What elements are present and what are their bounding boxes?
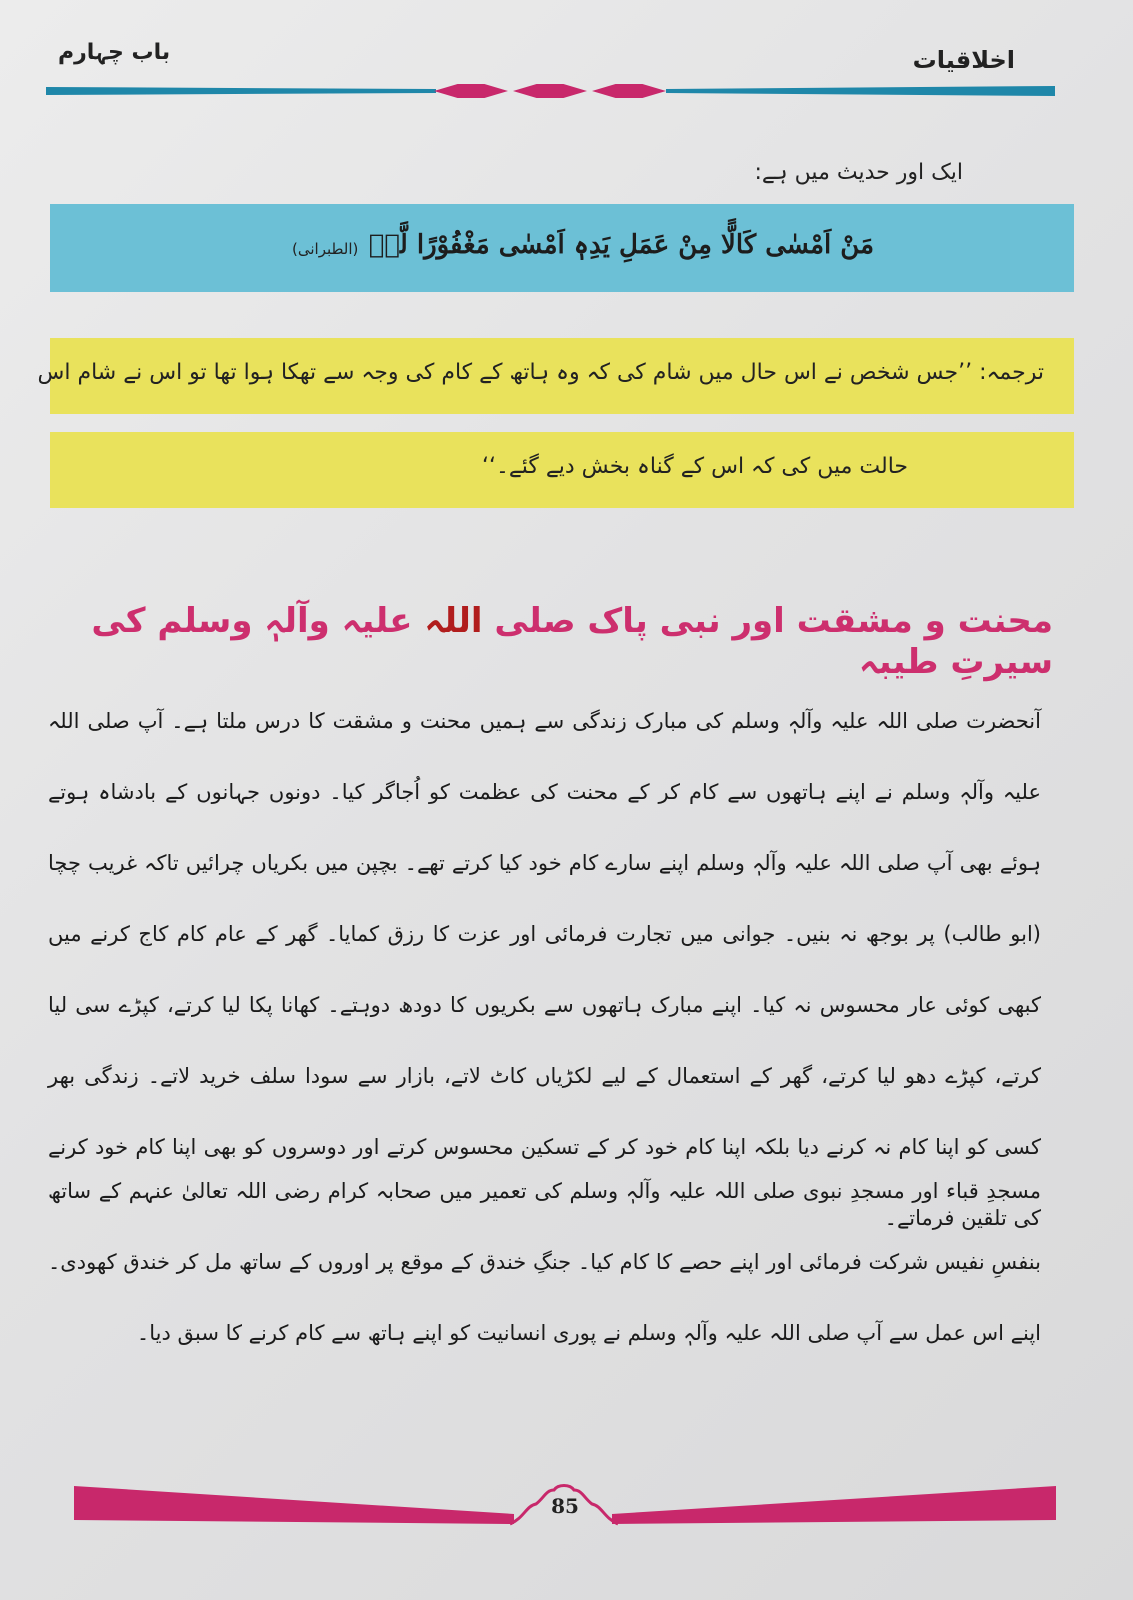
translation-strip-2 <box>50 432 1074 508</box>
footer-ornament <box>74 1458 1056 1528</box>
translation-strip-1 <box>37 338 1074 414</box>
chapter-label: باب چہارم <box>58 40 171 65</box>
hadith-arabic: مَنْ اَمْسٰی کَالًّا مِنْ عَمَلِ یَدِہٖ اَمْسٰی مَغْفُوْرًا لَّہٗ <box>368 230 874 260</box>
heading-part-1: محنت و مشقت اور نبی پاک صلی <box>482 601 1053 641</box>
paragraph-2: مسجدِ قباء اور مسجدِ نبوی صلی اللہ علیہ وآلہٖ وسلم کی تعمیر میں صحابہ کرام رضی اللہ تعالیٰ عنہم کے ساتھ بنفسِ نفیس شرکت فرمائی اور اپنے حصے کا کام کیا۔ جنگِ خندق کے موقع پر اوروں کے ساتھ مل کر خندق کھودی۔ اپنے اس عمل سے آپ صلی اللہ علیہ وآلہٖ وسلم نے پوری انسانیت کو اپنے ہاتھ سے کام کرنے کا سبق دیا۔ <box>48 1179 1041 1345</box>
hadith-box <box>50 204 1074 292</box>
ornament-diamond-3 <box>592 84 666 98</box>
intro-text: ایک اور حدیث میں ہے: <box>754 160 963 185</box>
ornament-diamond-2 <box>513 84 587 98</box>
ornament-diamond-1 <box>434 84 508 98</box>
heading-part-2: علیہ وآلہٖ وسلم کی سیرتِ طیبہ <box>91 601 1053 682</box>
translation-line-2: حالت میں کی کہ اس کے گناہ بخش دیے گئے۔‘‘ <box>482 454 908 479</box>
subject-label: اخلاقیات <box>912 46 1015 74</box>
header-ornament-band <box>46 84 1055 98</box>
section-heading <box>0 600 1053 682</box>
page-number: 85 <box>551 1494 579 1518</box>
paragraph-1: آنحضرت صلی اللہ علیہ وآلہٖ وسلم کی مبارک زندگی سے ہمیں محنت و مشقت کا درس ملتا ہے۔ آپ صلی اللہ علیہ وآلہٖ وسلم نے اپنے ہاتھوں سے کام کر کے محنت کی عظمت کو اُجاگر کیا۔ دونوں جہانوں کے بادشاہ ہوتے ہوئے بھی آپ صلی اللہ علیہ وآلہٖ وسلم اپنے سارے کام خود کیا کرتے تھے۔ بچپن میں بکریاں چرائیں تاکہ غریب چچا (ابو طالب) پر بوجھ نہ بنیں۔ جوانی میں تجارت فرمائی اور عزت کا رزق کمایا۔ گھر کے عام کام کاج کرنے میں کبھی کوئی عار محسوس نہ کیا۔ اپنے مبارک ہاتھوں سے بکریوں کا دودھ دوہتے۔ کھانا پکا لیا کرتے، کپڑے سی لیا کرتے، کپڑے دھو لیا کرتے، گھر کے استعمال کے لیے لکڑیاں کاٹ لاتے، بازار سے سودا سلف خرید لاتے۔ زندگی بھر کسی کو اپنا کام نہ کرنے دیا بلکہ اپنا کام خود کر کے تسکین محسوس کرتے اور دوسروں کو بھی اپنا کام خود کرنے کی تلقین فرماتے۔ <box>48 709 1041 1230</box>
heading-allah: اللہ <box>424 601 483 641</box>
translation-line-1: ترجمہ: ’’جس شخص نے اس حال میں شام کی کہ وہ ہاتھ کے کام کی وجہ سے تھکا ہوا تھا تو اس نے شام اس <box>37 360 1044 385</box>
hadith-reference: (الطبرانی) <box>292 240 359 258</box>
